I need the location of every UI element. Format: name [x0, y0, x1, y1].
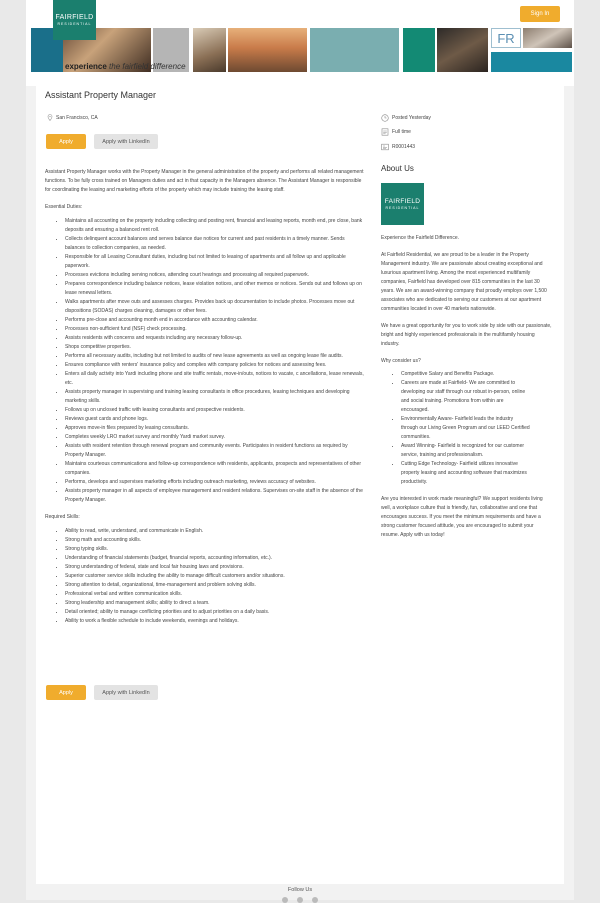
duty-item: • Performs, develops and supervises marketing efforts including outreach marketing, reviews accuracy of websites.: [65, 478, 365, 487]
duty-item: • Completes weekly LRO market survey and monthly Yardi market survey.: [65, 433, 365, 442]
req-id-text: R0001443: [392, 144, 416, 150]
why-item: • Cutting Edge Technology- Fairfield utilizes innovative property leasing and accounting software that maximizes productivity.: [401, 460, 531, 487]
why-item: • Environmentally Aware- Fairfield leads the industry through our Living Green Program and our LEED Certified communities.: [401, 415, 531, 442]
duty-item: • Assists property manager in supervising and training leasing consultants in office procedures, leasing techniques and developing marketing skills.: [65, 388, 365, 406]
about-us-heading: About Us: [381, 164, 414, 173]
job-type-text: Full time: [392, 129, 411, 135]
duty-item: • Processes evictions including serving notices, attending court hearings and processing all required paperwork.: [65, 271, 365, 280]
banner-photo-bedroom: [523, 28, 572, 48]
apply-button-bottom[interactable]: Apply: [46, 685, 86, 700]
header-tagline: [65, 62, 186, 71]
duties-heading: Essential Duties:: [45, 204, 83, 210]
about-tagline: Experience the Fairfield Difference.: [381, 235, 460, 241]
job-type: [381, 128, 411, 136]
why-consider-list: [381, 370, 531, 487]
why-item: • Award Winning- Fairfield is recognized for our customer service, training and professionalism.: [401, 442, 531, 460]
follow-us-label: Follow Us: [287, 887, 313, 893]
duties-list: [45, 217, 365, 505]
duty-item: • Performs all necessary audits, including but not limited to audits of new lease agreements as well as ongoing lease file audits.: [65, 352, 365, 361]
posted-text: Posted Yesterday: [392, 115, 431, 121]
about-fairfield-logo: [381, 183, 424, 225]
apply-linkedin-button-top[interactable]: Apply with LinkedIn: [94, 134, 158, 149]
about-logo-wordmark: FAIRFIELD: [384, 197, 421, 205]
duty-item: • Enters all daily activity into Yardi including phone and site traffic rentals, move-in/outs, notices to vacate, c ancellations, lease renewals, etc.: [65, 370, 365, 388]
logo-subtitle: RESIDENTIAL: [57, 21, 92, 26]
skill-item: • Strong leadership and management skills; ability to direct a team.: [65, 599, 365, 608]
duty-item: • Ensures compliance with renters' insurance policy and complies with company policies for notices and assessing fees.: [65, 361, 365, 370]
posted-date: [381, 114, 431, 122]
duty-item: • Reviews guest cards and phone logs.: [65, 415, 365, 424]
skills-list: [45, 527, 365, 626]
id-card-icon: [381, 143, 389, 151]
skill-item: • Strong attention to detail, organizational, time-management and problem solving skills.: [65, 581, 365, 590]
why-consider-heading: Why consider us?: [381, 358, 421, 364]
duty-item: • Responsible for all Leasing Consultant duties, including but not limited to leasing of apartments and all follow up and applicable paperwork.: [65, 253, 365, 271]
document-icon: [381, 128, 389, 136]
facebook-icon[interactable]: [282, 897, 288, 903]
duty-item: • Processes non-sufficient fund (NSF) check processing.: [65, 325, 365, 334]
skill-item: • Strong typing skills.: [65, 545, 365, 554]
skill-item: • Understanding of financial statements (budget, financial reports, accounting information, etc.).: [65, 554, 365, 563]
job-location: [47, 114, 98, 121]
skill-item: • Strong math and accounting skills.: [65, 536, 365, 545]
why-item: • Careers are made at Fairfield- We are committed to developing our staff through our robust in-person, online and social training. Promotions from within are encouraged.: [401, 379, 531, 415]
sign-in-button[interactable]: Sign In: [520, 6, 560, 22]
fairfield-logo[interactable]: [53, 0, 96, 40]
linkedin-icon[interactable]: [312, 897, 318, 903]
clock-icon: [381, 114, 389, 122]
duty-item: • Shops competitive properties.: [65, 343, 365, 352]
duty-item: • Performs pre-close and accounting month end in accordance with accounting calendar.: [65, 316, 365, 325]
duty-item: • Approves move-in files prepared by leasing consultants.: [65, 424, 365, 433]
site-header: [0, 0, 600, 86]
duty-item: • Maintains all accounting on the property including collecting and posting rent, financial and leasing reports, month end, pre close, bank deposits and ensuring a balanced rent roll.: [65, 217, 365, 235]
duty-item: • Prepares correspondence including balance notices, lease violation notices, and other memos or notices. Sends out and follows up on lease renewal letters.: [65, 280, 365, 298]
skill-item: • Strong understanding of federal, state and local fair housing laws and provisions.: [65, 563, 365, 572]
fr-logo-tile: FR: [491, 28, 521, 48]
duty-item: • Assists residents with concerns and requests including any necessary follow-up.: [65, 334, 365, 343]
banner-tile-cyan: [491, 52, 572, 72]
skill-item: • Ability to work a flexible schedule to include weekends, evenings and holidays.: [65, 617, 365, 626]
job-intro: Assistant Property Manager works with the Property Manager in the general administration of the property and performs all related management functions. To be fully cross trained on Managers duties and act in that capacity in the Managers absence. The Assistant Manager is responsible for coordinating the leasing and marketing efforts of the property which may include training the leasing staff.: [45, 169, 364, 193]
logo-wordmark: FAIRFIELD: [55, 13, 94, 21]
about-closing-paragraph: Are you interested in work made meaningful? We support residents living well, a workplace culture that is friendly, fun, collaborative and one that encourages success. If you meet the minimum requirements and have a strong customer focused attitude, you are encouraged to submit your resume. Apply with us today!: [381, 496, 543, 538]
job-req-id: [381, 143, 415, 151]
job-description: [45, 168, 365, 626]
duty-item: • Follows up on unclosed traffic with leasing consultants and prospective residents.: [65, 406, 365, 415]
job-title: Assistant Property Manager: [45, 90, 157, 100]
location-text: San Francisco, CA: [56, 114, 98, 121]
about-opportunity-paragraph: We have a great opportunity for you to work side by side with our passionate, bright and highly experienced professionals in the multifamily housing industry.: [381, 323, 552, 347]
skill-item: • Detail oriented; ability to manage conflicting priorities and to adjust priorities on a daily basis.: [65, 608, 365, 617]
banner-photo-interior: [193, 28, 226, 72]
twitter-icon[interactable]: [297, 897, 303, 903]
skill-item: • Professional verbal and written communication skills.: [65, 590, 365, 599]
about-us-text: [381, 234, 553, 548]
apply-linkedin-button-bottom[interactable]: Apply with LinkedIn: [94, 685, 158, 700]
about-company-paragraph: At Fairfield Residential, we are proud to be a leader in the Property Management industry. We are passionate about creating exceptional and luxurious apartment living. Among the most experienced multifamily companies, Fairfield has developed over 815 communities in the last 30 years. We are an award-winning company that proudly employs over 1,500 associates who are dedicated to serving our customers at our apartment communities located in over 40 markets nationwide.: [381, 252, 547, 312]
skill-item: • Superior customer service skills including the ability to manage difficult customers and/or situations.: [65, 572, 365, 581]
about-logo-subtitle: RESIDENTIAL: [385, 205, 420, 210]
apply-button-top[interactable]: Apply: [46, 134, 86, 149]
duty-item: • Maintains courteous communications and follow-up correspondence with residents, applicants, prospects and representatives of other companies.: [65, 460, 365, 478]
duty-item: • Walks apartments after move outs and assesses charges. Provides back up documentation to include photos. Processes move out dispositions (SODAS) charges cleaning, damages or other fees.: [65, 298, 365, 316]
why-item: • Competitive Salary and Benefits Package.: [401, 370, 531, 379]
banner-tile-green: [403, 28, 435, 72]
banner-tile-teal: [310, 28, 399, 72]
duty-item: • Assists with resident retention through renewal program and community events. Participates in resident functions as required by Property Manager.: [65, 442, 365, 460]
tagline-rest: the fairfield difference: [106, 62, 186, 71]
location-pin-icon: [47, 114, 53, 121]
banner-photo-lobby: [437, 28, 488, 72]
duty-item: • Assists property manager in all aspects of employee management and resident relations. Supervises on-site staff in the absence of the Property Manager.: [65, 487, 365, 505]
skill-item: • Ability to read, write, understand, and communicate in English.: [65, 527, 365, 536]
duty-item: • Collects delinquent account balances and serves balance due notices for current and past residents in a timely manner. Sends balances to collection companies, as needed.: [65, 235, 365, 253]
skills-heading: Required Skills:: [45, 514, 80, 520]
banner-photo-building: [228, 28, 307, 72]
tagline-bold: experience: [65, 62, 107, 71]
